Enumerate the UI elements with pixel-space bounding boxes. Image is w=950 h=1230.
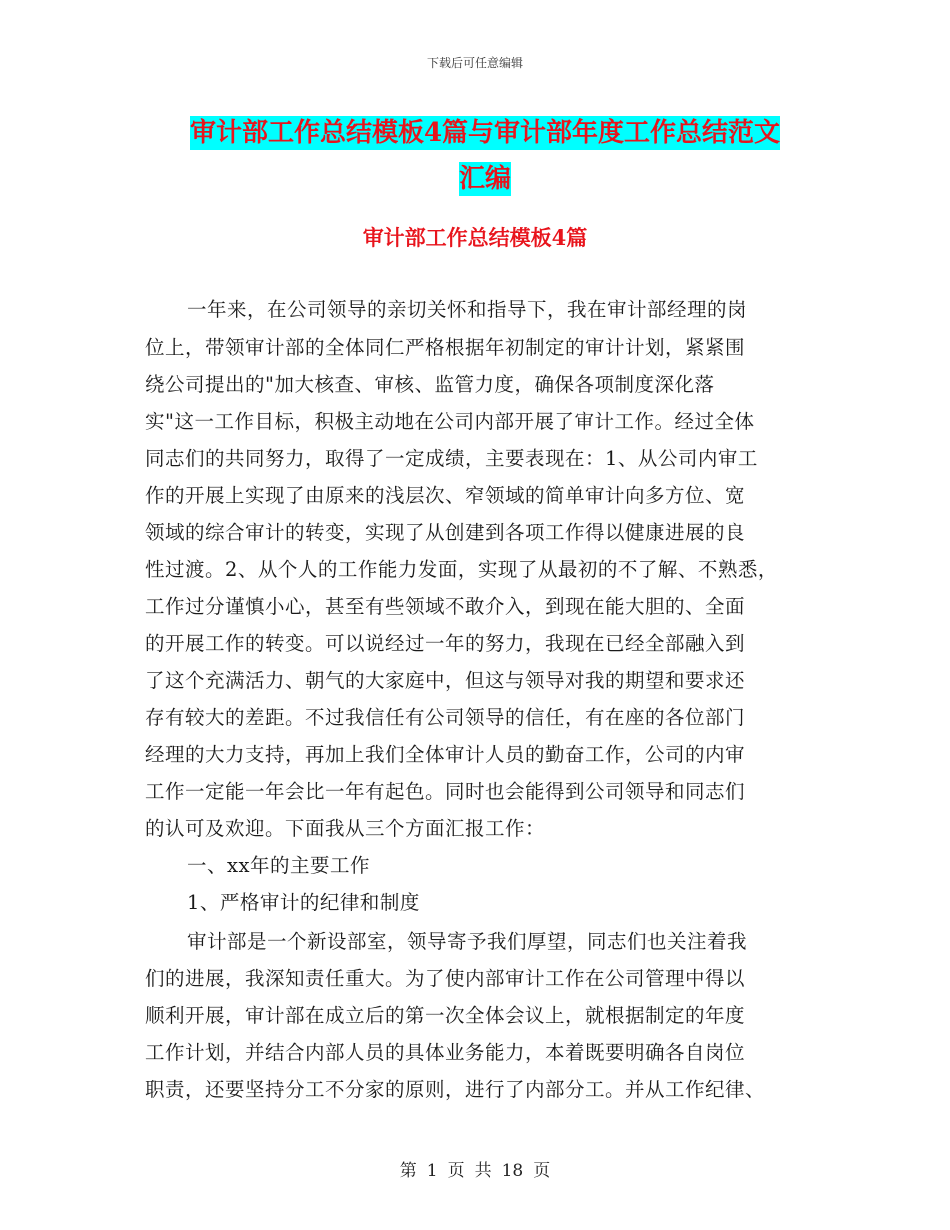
footer-suffix: 页 (533, 1161, 551, 1181)
body-line: 位上，带领审计部的全体同仁严格根据年初制定的审计计划，紧紧围 (145, 336, 746, 359)
page-footer (0, 1156, 950, 1181)
body-line: 同志们的共同努力，取得了一定成绩，主要表现在：1、从公司内审工 (145, 447, 758, 470)
body-line: 实"这一工作目标，积极主动地在公司内部开展了审计工作。经过全体 (145, 410, 755, 433)
body-line: 工作过分谨慎小心，甚至有些领域不敢介入，到现在能大胆的、全面 (145, 595, 746, 618)
body-line: 领域的综合审计的转变，实现了从创建到各项工作得以健康进展的良 (145, 521, 746, 544)
body-line: 顺利开展，审计部在成立后的第一次全体会议上，就根据制定的年度 (145, 1004, 746, 1027)
body-line: 们的进展，我深知责任重大。为了使内部审计工作在公司管理中得以 (145, 967, 746, 990)
body-line: 职责，还要坚持分工不分家的原则，进行了内部分工。并从工作纪律、 (145, 1078, 766, 1101)
section-subtitle: 审计部工作总结模板4篇 (362, 225, 588, 250)
footer-page-word: 页 (447, 1161, 465, 1181)
body-line: 性过渡。2、从个人的工作能力发面，实现了从最初的不了解、不熟悉， (145, 558, 778, 581)
body-line: 工作一定能一年会比一年有起色。同时也会能得到公司领导和同志们 (145, 780, 746, 803)
body-line: 经理的大力支持，再加上我们全体审计人员的勤奋工作，公司的内审 (145, 743, 746, 766)
subsection-heading: 1、严格审计的纪律和制度 (187, 891, 420, 914)
body-line: 存有较大的差距。不过我信任有公司领导的信任，有在座的各位部门 (145, 706, 746, 729)
document-title-line1: 审计部工作总结模板4篇与审计部年度工作总结范文 (189, 118, 781, 148)
section-heading: 一、xx年的主要工作 (187, 854, 370, 877)
header-note: 下载后可任意编辑 (426, 56, 523, 70)
total-pages: 18 (501, 1161, 524, 1181)
document-title-line2: 汇编 (458, 164, 511, 194)
body-line: 了这个充满活力、朝气的大家庭中，但这与领导对我的期望和要求还 (145, 669, 746, 692)
body-line: 作的开展上实现了由原来的浅层次、窄领域的简单审计向多方位、宽 (145, 484, 746, 507)
footer-total-word: 共 (474, 1161, 492, 1181)
body-line: 工作计划，并结合内部人员的具体业务能力，本着既要明确各自岗位 (145, 1041, 746, 1064)
body-line: 的开展工作的转变。可以说经过一年的努力，我现在已经全部融入到 (145, 632, 746, 655)
body-line: 绕公司提出的"加大核查、审核、监管力度，确保各项制度深化落 (145, 373, 715, 396)
page-number: 1 (426, 1161, 438, 1181)
body-line: 审计部是一个新设部室，领导寄予我们厚望，同志们也关注着我 (187, 930, 748, 953)
body-line: 的认可及欢迎。下面我从三个方面汇报工作： (145, 817, 546, 840)
body-line: 一年来，在公司领导的亲切关怀和指导下，我在审计部经理的岗 (187, 298, 748, 321)
document-title (140, 110, 830, 202)
footer-prefix: 第 (399, 1161, 417, 1181)
